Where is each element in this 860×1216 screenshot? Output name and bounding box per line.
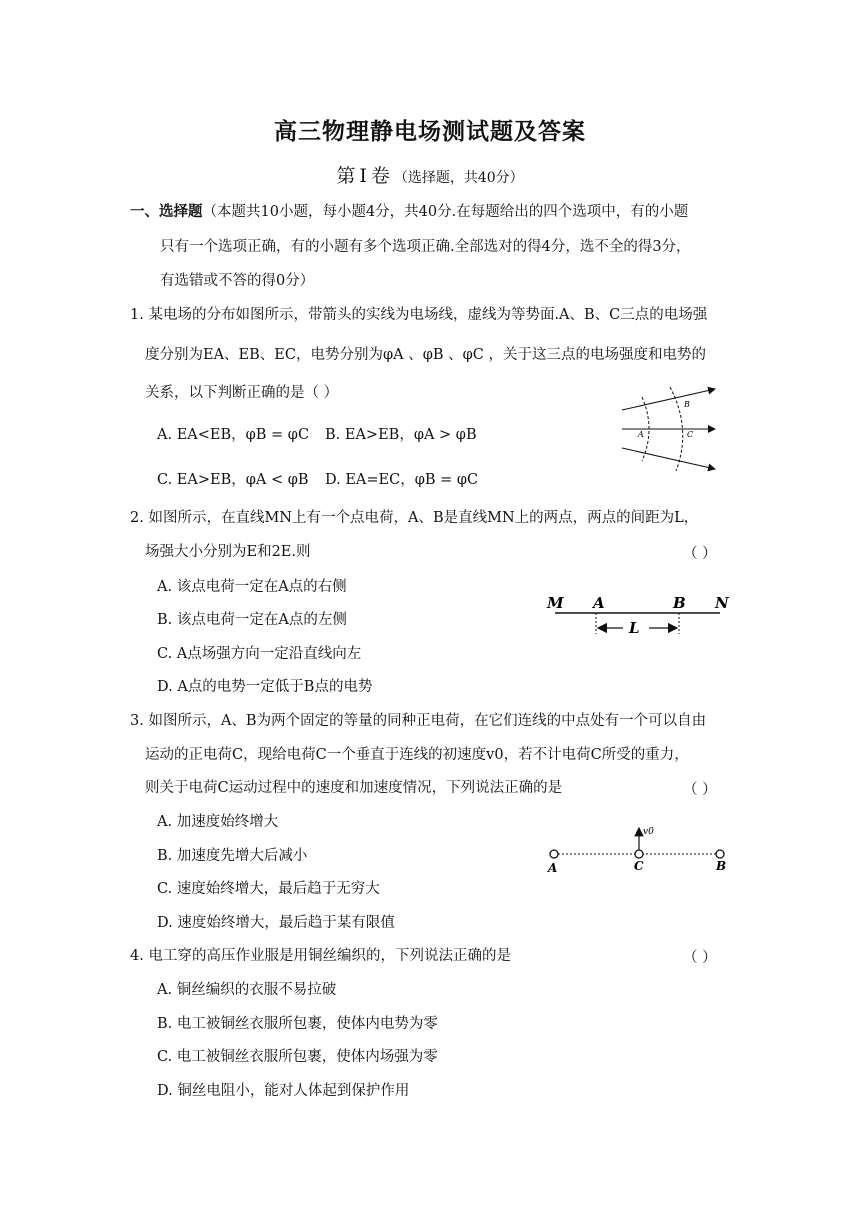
q1-label-a: A <box>638 430 644 439</box>
q3-option-c: C. 速度始终增大，最后趋于无穷大 <box>157 881 380 897</box>
q1-label-c: C <box>687 430 694 439</box>
part-detail: （选择题，共40分） <box>393 170 524 186</box>
q2-label-l: L <box>629 619 640 637</box>
q2-stem-line1: 2. 如图所示，在直线MN上有一个点电荷，A、B是直线MN上的两点，两点的间距为L， <box>130 510 699 526</box>
q4-answer-blank: （ ） <box>683 950 717 966</box>
q3-label-a: A <box>548 861 558 875</box>
section-text-2: 只有一个选项正确，有的小题有多个选项正确.全部选对的得4分，选不全的得3分， <box>160 239 691 255</box>
q2-label-m: M <box>547 594 564 612</box>
q3-charges-diagram <box>545 822 735 874</box>
q2-label-a: A <box>593 594 605 612</box>
q1-field-diagram <box>620 385 720 475</box>
q4-option-a: A. 铜丝编织的衣服不易拉破 <box>157 982 337 998</box>
q3-label-c: C <box>634 859 644 873</box>
q4-option-d: D. 铜丝电阻小，能对人体起到保护作用 <box>157 1083 410 1099</box>
q1-stem-line2: 度分别为EA、EB、EC，电势分别为φA 、φB 、φC ，关于这三点的电场强度和电势的 <box>145 347 706 363</box>
section-heading: 一、选择题 <box>130 203 203 220</box>
part-label: 第Ⅰ卷 <box>336 165 394 187</box>
q3-label-b: B <box>716 859 727 873</box>
section-text-3: 有选错或不答的得0分） <box>160 273 315 289</box>
q1-option-b: B. EA>EB，φA > φB <box>325 427 477 443</box>
q1-option-d: D. EA=EC，φB = φC <box>325 472 479 488</box>
q2-option-d: D. A点的电势一定低于B点的电势 <box>157 679 373 695</box>
q3-stem-line2: 运动的正电荷C，现给电荷C一个垂直于连线的初速度v0，若不计电荷C所受的重力， <box>145 747 689 763</box>
section-instructions-line1 <box>130 202 688 222</box>
q3-option-b: B. 加速度先增大后减小 <box>157 848 308 864</box>
q3-label-v0: v0 <box>643 827 654 837</box>
q2-option-c: C. A点场强方向一定沿直线向左 <box>157 646 362 662</box>
q3-stem-line1: 3. 如图所示，A、B为两个固定的等量的同种正电荷，在它们连线的中点处有一个可以自由 <box>130 713 707 729</box>
q2-label-b: B <box>673 594 686 612</box>
q1-option-a: A. EA<EB，φB = φC <box>157 427 310 443</box>
q2-label-n: N <box>715 594 729 612</box>
q2-line-diagram <box>545 590 735 640</box>
section-text-1: （本题共10小题，每小题4分，共40分.在每题给出的四个选项中，有的小题 <box>202 204 689 220</box>
q4-option-c: C. 电工被铜丝衣服所包裹，使体内场强为零 <box>157 1049 438 1065</box>
charge-a <box>550 850 558 858</box>
q1-stem-line1: 1. 某电场的分布如图所示，带箭头的实线为电场线，虚线为等势面.A、B、C三点的电场强 <box>130 307 708 323</box>
field-line-top <box>622 389 715 410</box>
field-line-bottom <box>622 448 715 469</box>
q3-stem-line3: 则关于电荷C运动过程中的速度和加速度情况，下列说法正确的是 <box>145 780 563 796</box>
q3-option-d: D. 速度始终增大，最后趋于某有限值 <box>157 915 395 931</box>
q2-option-b: B. 该点电荷一定在A点的左侧 <box>157 612 347 628</box>
part-heading <box>0 161 860 188</box>
q2-stem-line2: 场强大小分别为E和2E.则 <box>145 544 311 560</box>
q2-answer-blank: （ ） <box>683 546 717 562</box>
q4-option-b: B. 电工被铜丝衣服所包裹，使体内电势为零 <box>157 1016 438 1032</box>
q3-option-a: A. 加速度始终增大 <box>157 814 279 830</box>
q4-stem-line1: 4. 电工穿的高压作业服是用铜丝编织的，下列说法正确的是 <box>130 948 511 964</box>
q1-option-c: C. EA>EB，φA < φB <box>157 472 309 488</box>
q2-option-a: A. 该点电荷一定在A点的右侧 <box>157 579 347 595</box>
q1-stem-line3: 关系，以下判断正确的是（ ） <box>145 385 339 401</box>
charge-b <box>716 850 724 858</box>
q1-label-b: B <box>684 400 690 409</box>
q3-answer-blank: （ ） <box>683 782 717 798</box>
page-title: 高三物理静电场测试题及答案 <box>274 119 586 145</box>
charge-c <box>635 850 643 858</box>
